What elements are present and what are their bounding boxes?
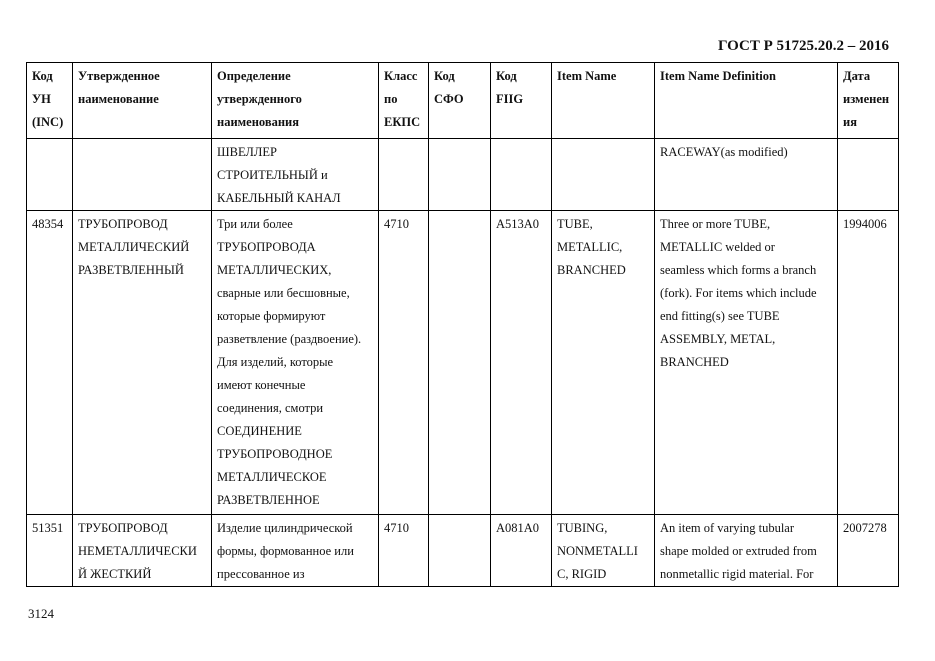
- column-header: [655, 63, 838, 139]
- column-header: [212, 63, 379, 139]
- column-header-line: УН: [32, 92, 51, 106]
- column-header-line: по: [384, 92, 398, 106]
- cell-text-line: имеют конечные: [217, 378, 306, 392]
- table-cell: [838, 139, 899, 211]
- table-cell: [552, 139, 655, 211]
- column-header-line: изменен: [843, 92, 890, 106]
- cell-text-line: A081A0: [496, 521, 540, 535]
- table-cell: [27, 211, 73, 515]
- cell-text-line: (fork). For items which include: [660, 286, 817, 300]
- cell-text-line: сварные или бесшовные,: [217, 286, 350, 300]
- column-header-line: наименование: [78, 92, 159, 106]
- column-header-line: СФО: [434, 92, 464, 106]
- column-header-line: Дата: [843, 69, 871, 83]
- cell-text-line: Три или более: [217, 217, 293, 231]
- cell-text-line: прессованное из: [217, 567, 305, 581]
- cell-text-line: ТРУБОПРОВОД: [78, 521, 168, 535]
- cell-text-line: 51351: [32, 521, 64, 535]
- cell-text-line: seamless which forms a branch: [660, 263, 817, 277]
- cell-text-line: 4710: [384, 521, 409, 535]
- column-header: [429, 63, 491, 139]
- cell-text-line: METALLIC,: [557, 240, 623, 254]
- cell-text-line: ШВЕЛЛЕР: [217, 145, 277, 159]
- cell-text-line: НЕМЕТАЛЛИЧЕСКИ: [78, 544, 197, 558]
- column-header-line: Item Name Definition: [660, 69, 776, 83]
- table-cell: [73, 211, 212, 515]
- column-header-line: наименования: [217, 115, 300, 129]
- cell-text-line: Для изделий, которые: [217, 355, 334, 369]
- cell-text-line: СОЕДИНЕНИЕ: [217, 424, 302, 438]
- table-header-row: [27, 63, 899, 139]
- cell-text-line: BRANCHED: [557, 263, 626, 277]
- table-cell: [552, 211, 655, 515]
- table-cell: [429, 515, 491, 587]
- page-number: 3124: [28, 606, 54, 621]
- column-header-line: ЕКПС: [384, 115, 421, 129]
- table-cell: [552, 515, 655, 587]
- column-header: [838, 63, 899, 139]
- table-cell: [491, 515, 552, 587]
- cell-text-line: СТРОИТЕЛЬНЫЙ и: [217, 168, 328, 182]
- column-header-line: Item Name: [557, 69, 617, 83]
- table-row: [27, 515, 899, 587]
- cell-text-line: соединения, смотри: [217, 401, 324, 415]
- table-cell: [655, 211, 838, 515]
- cell-text-line: формы, формованное или: [217, 544, 354, 558]
- cell-text-line: ТРУБОПРОВОДА: [217, 240, 316, 254]
- cell-text-line: МЕТАЛЛИЧЕСКИЙ: [78, 240, 190, 254]
- column-header: [27, 63, 73, 139]
- cell-text-line: 4710: [384, 217, 409, 231]
- column-header-line: Код: [434, 69, 455, 83]
- cell-text-line: МЕТАЛЛИЧЕСКОЕ: [217, 470, 327, 484]
- cell-text-line: C, RIGID: [557, 567, 607, 581]
- column-header-line: Класс: [384, 69, 418, 83]
- table-cell: [838, 211, 899, 515]
- table-cell: [212, 211, 379, 515]
- cell-text-line: ТРУБОПРОВОД: [78, 217, 168, 231]
- table-cell: [73, 139, 212, 211]
- table-cell: [429, 211, 491, 515]
- table-cell: [27, 139, 73, 211]
- column-header-line: утвержденного: [217, 92, 302, 106]
- cell-text-line: end fitting(s) see TUBE: [660, 309, 780, 323]
- table-cell: [838, 515, 899, 587]
- table-cell: [212, 139, 379, 211]
- table-row: [27, 211, 899, 515]
- cell-text-line: которые формируют: [217, 309, 326, 323]
- column-header-line: Определение: [217, 69, 291, 83]
- document-standard-header: ГОСТ Р 51725.20.2 – 2016: [717, 38, 889, 54]
- cell-text-line: RACEWAY(as modified): [660, 145, 788, 159]
- cell-text-line: nonmetallic rigid material. For: [660, 567, 814, 581]
- cell-text-line: МЕТАЛЛИЧЕСКИХ,: [217, 263, 332, 277]
- table-cell: [491, 211, 552, 515]
- table-row: [27, 139, 899, 211]
- table-body: [27, 139, 899, 587]
- cell-text-line: 1994006: [843, 217, 887, 231]
- column-header: [379, 63, 429, 139]
- table-cell: [491, 139, 552, 211]
- item-name-table: [26, 62, 899, 587]
- table-cell: [379, 211, 429, 515]
- table-cell: [429, 139, 491, 211]
- cell-text-line: shape molded or extruded from: [660, 544, 817, 558]
- column-header: [552, 63, 655, 139]
- cell-text-line: NONMETALLI: [557, 544, 638, 558]
- cell-text-line: ТРУБОПРОВОДНОЕ: [217, 447, 333, 461]
- cell-text-line: Изделие цилиндрической: [217, 521, 353, 535]
- cell-text-line: An item of varying tubular: [660, 521, 794, 535]
- column-header: [73, 63, 212, 139]
- cell-text-line: разветвление (раздвоение).: [217, 332, 362, 346]
- cell-text-line: 2007278: [843, 521, 887, 535]
- table-cell: [27, 515, 73, 587]
- table-cell: [655, 515, 838, 587]
- table-cell: [379, 139, 429, 211]
- cell-text-line: РАЗВЕТВЛЕННЫЙ: [78, 263, 184, 277]
- cell-text-line: BRANCHED: [660, 355, 729, 369]
- cell-text-line: Й ЖЕСТКИЙ: [78, 567, 152, 581]
- column-header-line: Код: [32, 69, 53, 83]
- cell-text-line: 48354: [32, 217, 64, 231]
- column-header: [491, 63, 552, 139]
- column-header-line: Код: [496, 69, 517, 83]
- cell-text-line: РАЗВЕТВЛЕННОЕ: [217, 493, 320, 507]
- column-header-line: (INC): [32, 115, 64, 129]
- column-header-line: ия: [843, 115, 857, 129]
- column-header-line: Утвержденное: [78, 69, 160, 83]
- cell-text-line: КАБЕЛЬНЫЙ КАНАЛ: [217, 191, 341, 205]
- table-cell: [379, 515, 429, 587]
- cell-text-line: A513A0: [496, 217, 540, 231]
- column-header-line: FIIG: [496, 92, 524, 106]
- cell-text-line: Three or more TUBE,: [660, 217, 771, 231]
- cell-text-line: TUBE,: [557, 217, 593, 231]
- table-cell: [212, 515, 379, 587]
- cell-text-line: METALLIC welded or: [660, 240, 775, 254]
- cell-text-line: ASSEMBLY, METAL,: [660, 332, 776, 346]
- cell-text-line: TUBING,: [557, 521, 608, 535]
- table-cell: [73, 515, 212, 587]
- table-cell: [655, 139, 838, 211]
